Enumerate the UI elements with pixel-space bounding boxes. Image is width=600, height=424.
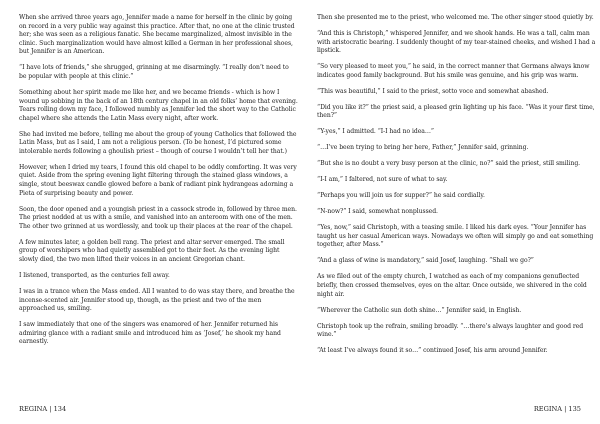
right-paragraph-2: “And this is Christoph,” whispered Jennifer, and we shook hands. He was a tall, calm man with aristocratic bearing. I suddenly thought of my tear-stained cheeks, and wished I had a lipstick. [317,29,596,55]
right-paragraph-13: “And a glass of wine is mandatory,” said Josef, laughing. “Shall we go?” [317,257,534,265]
left-paragraph-4: She had invited me before, telling me about the group of young Catholics that followed the Latin Mass, but as I said, I am not a religious person. (To be honest, I’d pictured some intolerable nerds following a ghoulish priest – though of course I wouldn’t tell her that.) [19,130,297,155]
right-paragraph-3: “So very pleased to meet you,” he said, in the correct manner that Germans always know indicates good family background. But his smile was genuine, and his grip was warm. [317,63,590,79]
right-paragraph-11: “N-now?” I said, somewhat nonplussed. [317,208,438,216]
left-paragraph-3: Something about her spirit made me like her, and we became friends - which is how I wound up sobbing in the back of an 18th century chapel in an old folks’ home that evening. Tears rolling down my face, I followed numbly as Jennifer led the short way to the Catholic chapel where she attends the Latin Mass every night, after work. [19,88,298,122]
left-paragraph-7: A few minutes later, a golden bell rang. The priest and altar server emerged. The small group of worshipers who had quietly assembled got to their feet. As the evening light slowly died, the two men lifted their voices in an ancient Gregorian chant. [19,238,285,263]
right-paragraph-4: “This was beautiful,” I said to the priest, sotto voce and somewhat abashed. [317,87,549,95]
left-paragraph-6: Soon, the door opened and a youngish priest in a cassock strode in, followed by three men. The priest nodded at us with a smile, and vanished into an anteroom with one of the men. The other two grinned at us wordlessly, and took up their places at the rear of the chapel. [19,205,297,230]
right-paragraph-5: “Did you like it?” the priest said, a pleased grin lighting up his face. “Was it your first time, then?” [317,103,595,120]
left-paragraph-2: “I have lots of friends,” she shrugged, grinning at me disarmingly. “I really don’t need to be popular with people at this clinic.” [19,64,289,80]
left-paragraph-5: However, when I dried my tears, I found this old chapel to be oddly comforting. It was very quiet. Aside from the spring evening light filtering through the stained glass windows, a single, stout beeswax candle glowed before a bank of radiant pink hydrangeas adorning a Pieta of surprising beauty and power. [19,163,297,197]
right-paragraph-15: “Wherever the Catholic sun doth shine…” Jennifer said, in English. [317,306,522,314]
left-paragraph-1: When she arrived three years ago, Jennifer made a name for herself in the clinic by going on record in a very public way against this practice. After that, no one at the clinic trusted her; she was seen as a religious fanatic. She became marginalized, almost invisible in the clinic. Such marginalization would have almost killed a German in her professional shoes, but Jennifer is an American. [19,14,295,56]
right-paragraph-10: “Perhaps you will join us for supper?” he said cordially. [317,192,485,200]
left-paragraph-10: I saw immediately that one of the singers was enamored of her. Jennifer returned his admiring glance with a radiant smile and introduced him as ‘Josef,’ he shook my hand earnestly. [19,321,281,346]
right-paragraph-7: “…I’ve been trying to bring her here, Father,” Jennifer said, grinning. [317,144,529,152]
right-paragraph-17: “At least I’ve always found it so…” continued Josef, his arm around Jennifer. [317,347,548,355]
left-page [19,14,298,414]
right-paragraph-9: “I-I am,” I faltered, not sure of what to say. [317,176,448,184]
right-page [317,14,596,414]
right-page-footer: REGINA | 135 [533,405,581,413]
left-page-footer: REGINA | 134 [19,405,67,413]
right-paragraph-16: Christoph took up the refrain, smiling broadly. “…there’s always laughter and good red wine.” [317,322,584,339]
left-paragraph-8: I listened, transported, as the centuries fell away. [19,271,170,279]
right-paragraph-6: “Y-yes,” I admitted. “I-I had no idea…” [317,128,434,136]
right-paragraph-12: “Yes, now,” said Christoph, with a teasing smile. I liked his dark eyes. “Your Jennifer has taught us her casual American ways. Nowadays we often will simply go and eat something together, after Mass.” [317,224,594,249]
left-paragraph-9: I was in a trance when the Mass ended. All I wanted to do was stay there, and breathe the incense-scented air. Jennifer stood up, though, as the priest and two of the men approached us, smiling. [19,287,295,313]
right-paragraph-1: Then she presented me to the priest, who welcomed me. The other singer stood quietly by. [317,14,594,21]
right-paragraph-14: As we filed out of the empty church, I watched as each of my companions genuflected briefly, then crossed themselves, eyes on the altar. Once outside, we shivered in the cold night air. [317,273,587,298]
right-paragraph-8: “But she is no doubt a very busy person at the clinic, no?” said the priest, still smiling. [317,160,581,168]
